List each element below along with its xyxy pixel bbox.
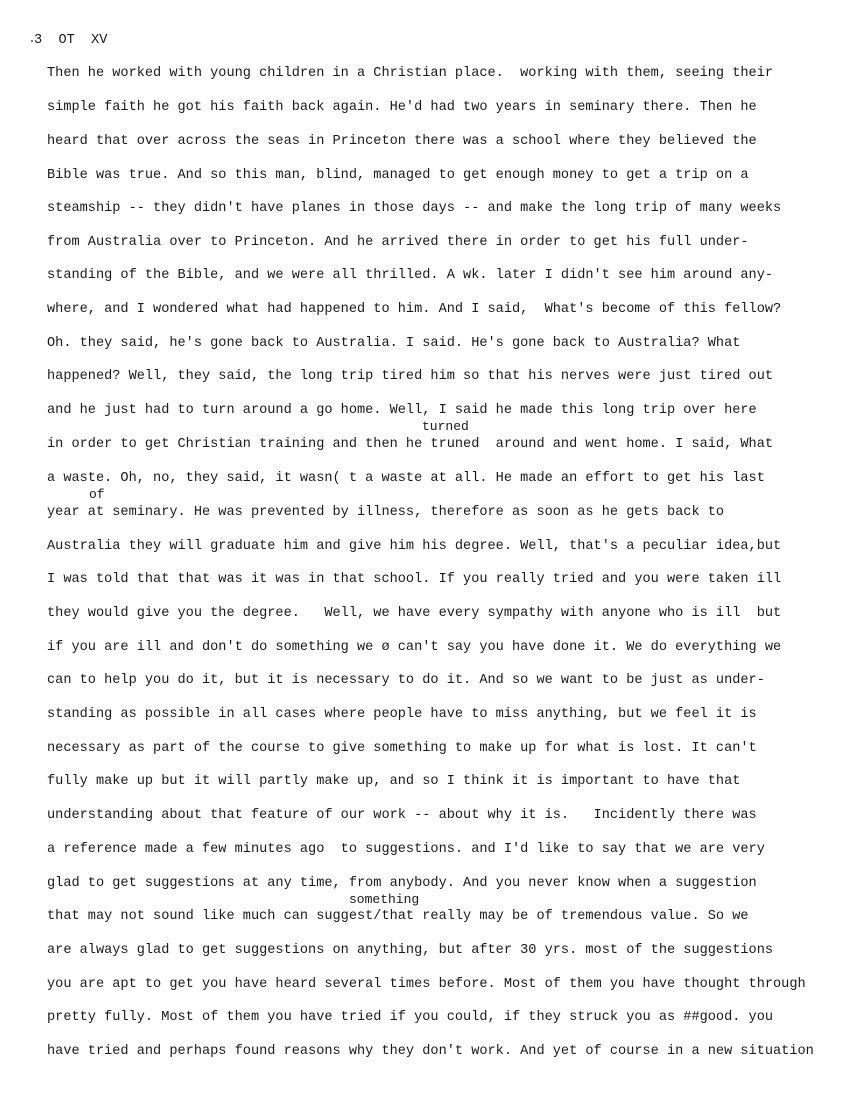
text-line: that may not sound like much can suggest/that really may be of tremendous value. So we xyxy=(47,909,749,924)
text-line: standing as possible in all cases where people have to miss anything, but we feel it is xyxy=(47,707,757,722)
text-line: understanding about that feature of our work -- about why it is. Incidently there was xyxy=(47,808,757,823)
page-header: 3 OT XV xyxy=(34,33,108,48)
text-line: Australia they will graduate him and give him his degree. Well, that's a peculiar idea,but xyxy=(47,539,782,554)
text-line: simple faith he got his faith back again. He'd had two years in seminary there. Then he xyxy=(47,100,757,115)
text-line: are always glad to get suggestions on anything, but after 30 yrs. most of the suggestions xyxy=(47,943,774,958)
text-line: fully make up but it will partly make up, and so I think it is important to have that xyxy=(47,774,741,789)
handwritten-insertion: something xyxy=(349,892,420,907)
handwritten-insertion: turned xyxy=(422,419,469,434)
text-line: and he just had to turn around a go home. Well, I said he made this long trip over here xyxy=(47,403,757,418)
text-line: heard that over across the seas in Princeton there was a school where they believed the xyxy=(47,134,757,149)
text-line: can to help you do it, but it is necessary to do it. And so we want to be just as under- xyxy=(47,673,765,688)
text-line: Bible was true. And so this man, blind, managed to get enough money to get a trip on a xyxy=(47,168,749,183)
text-line: Then he worked with young children in a Christian place. working with them, seeing their xyxy=(47,66,774,81)
text-line: year at seminary. He was prevented by illness, therefore as soon as he gets back to xyxy=(47,505,725,520)
text-line: they would give you the degree. Well, we have every sympathy with anyone who is ill but xyxy=(47,606,782,621)
margin-mark xyxy=(31,40,33,42)
text-line: a waste. Oh, no, they said, it wasn( t a waste at all. He made an effort to get his last xyxy=(47,471,765,486)
text-line: standing of the Bible, and we were all thrilled. A wk. later I didn't see him around any- xyxy=(47,268,774,283)
text-line: Oh. they said, he's gone back to Australia. I said. He's gone back to Australia? What xyxy=(47,336,741,351)
text-line: where, and I wondered what had happened to him. And I said, What's become of this fellow? xyxy=(47,302,782,317)
text-line: in order to get Christian training and then he truned around and went home. I said, What xyxy=(47,437,774,452)
text-line: pretty fully. Most of them you have tried if you could, if they struck you as ##good. you xyxy=(47,1010,774,1025)
text-line: if you are ill and don't do something we ø can't say you have done it. We do everything we xyxy=(47,640,782,655)
text-line: glad to get suggestions at any time, from anybody. And you never know when a suggestion xyxy=(47,876,757,891)
text-line: a reference made a few minutes ago to suggestions. and I'd like to say that we are very xyxy=(47,842,765,857)
text-line: necessary as part of the course to give something to make up for what is lost. It can't xyxy=(47,741,757,756)
text-line: happened? Well, they said, the long trip tired him so that his nerves were just tired out xyxy=(47,369,774,384)
text-line: you are apt to get you have heard several times before. Most of them you have thought through xyxy=(47,977,806,992)
text-line: steamship -- they didn't have planes in those days -- and make the long trip of many weeks xyxy=(47,201,782,216)
text-line: from Australia over to Princeton. And he arrived there in order to get his full under- xyxy=(47,235,749,250)
text-line: I was told that that was it was in that school. If you really tried and you were taken ill xyxy=(47,572,782,587)
handwritten-insertion: of xyxy=(89,487,105,502)
text-line: have tried and perhaps found reasons why they don't work. And yet of course in a new situation xyxy=(47,1044,814,1059)
